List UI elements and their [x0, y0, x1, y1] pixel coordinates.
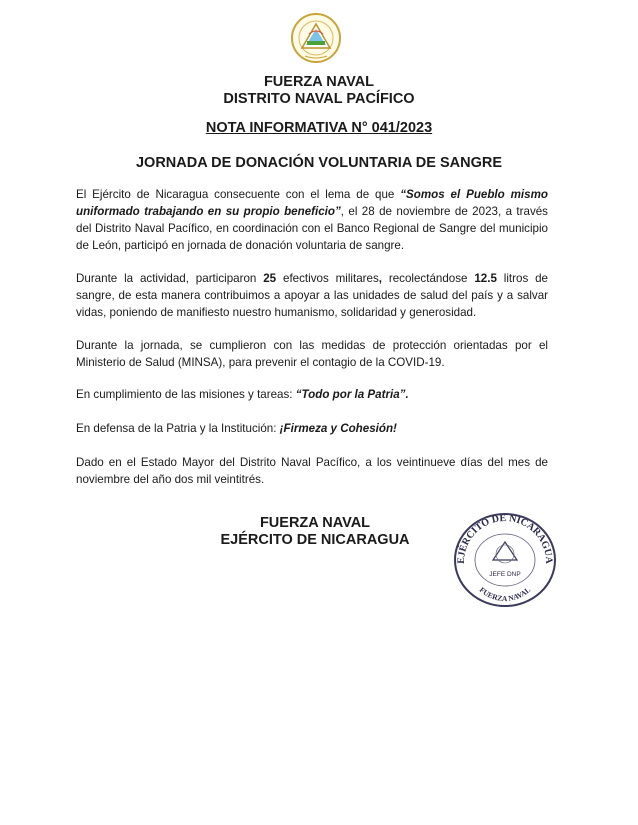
- official-stamp-icon: [450, 510, 560, 610]
- stamp-bottom-text: FUERZA NAVAL: [477, 585, 533, 604]
- paragraph-3: [76, 337, 548, 371]
- paragraph-5: [76, 420, 548, 437]
- paragraph-1: [76, 186, 548, 254]
- p2-number-1: 25: [263, 272, 277, 285]
- p5-text-a: En defensa de la Patria y la Institución:: [76, 422, 280, 435]
- stamp-middle-text: JEFE DNP: [489, 571, 521, 578]
- svg-text:EJÉRCITO DE NICARAGUA: [456, 513, 554, 565]
- stamp-top-text: EJÉRCITO DE NICARAGUA: [455, 512, 555, 564]
- p2-text-a: Durante la actividad, participaron: [76, 272, 264, 285]
- p1-text-b: , el 28 de noviembre de 2023, a través del Distrito Naval Pacífico, en coordinación con el Banco Regional de Sangre del municipio de León, participó en jornada de donación voluntaria de sangre.: [76, 205, 548, 252]
- paragraph-2: [76, 270, 548, 321]
- document-subtitle: JORNADA DE DONACIÓN VOLUNTARIA DE SANGRE: [135, 155, 502, 171]
- p2-comma: ,: [378, 272, 382, 285]
- coat-of-arms-icon: [283, 12, 349, 64]
- header-line-2: DISTRITO NAVAL PACÍFICO: [223, 91, 415, 107]
- p4-quote: “Todo por la Patria”.: [295, 388, 409, 401]
- p1-text-a: El Ejército de Nicaragua consecuente con el lema de que: [76, 188, 401, 201]
- p5-quote: ¡Firmeza y Cohesión!: [279, 422, 397, 435]
- paragraph-4: [76, 386, 548, 403]
- p3-text: Durante la jornada, se cumplieron con las medidas de protección orientadas por el Ministerio de Salud (MINSA), para prevenir el contagio de la COVID-19.: [76, 339, 548, 369]
- svg-text:FUERZA NAVAL: [478, 585, 533, 603]
- p2-text-b: efectivos militares: [276, 272, 379, 285]
- p2-number-2: 12.5: [474, 272, 497, 285]
- document-number: [0, 120, 638, 137]
- signature-line-2: EJÉRCITO DE NICARAGUA: [220, 532, 410, 548]
- p1-quote: “Somos el Pueblo mismo uniformado trabajando en su propio beneficio”: [76, 188, 548, 218]
- p2-text-f: , de esta manera contribuimos a apoyar a las unidades de salud del país y a salvar vidas, poniendo de manifiesto nuestro humanismo, solidaridad y generosidad.: [76, 289, 548, 319]
- paragraph-6: [76, 454, 548, 488]
- document-number-text: NOTA INFORMATIVA N° 041/2023: [205, 120, 433, 136]
- p4-text-a: En cumplimiento de las misiones y tareas:: [76, 388, 296, 401]
- p6-text: Dado en el Estado Mayor del Distrito Naval Pacífico, a los veintinueve días del mes de noviembre del año dos mil veintitrés.: [76, 456, 548, 486]
- p2-text-e: litros de sangre: [76, 272, 548, 302]
- p2-text-d: recolectándose: [382, 272, 475, 285]
- signature-line-1: FUERZA NAVAL: [259, 515, 371, 531]
- header-line-1: FUERZA NAVAL: [263, 74, 375, 90]
